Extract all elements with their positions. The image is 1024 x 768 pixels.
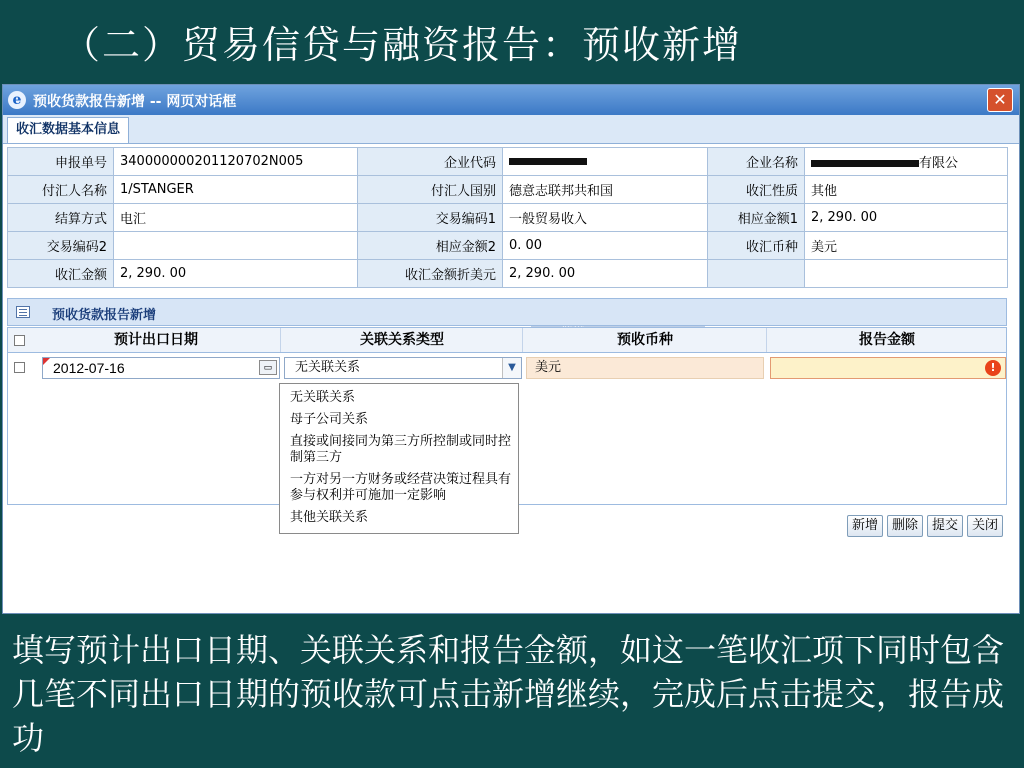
info-row	[8, 148, 1008, 176]
column-header: 预收币种	[524, 328, 767, 352]
currency-cell: 美元	[526, 357, 764, 379]
info-row	[8, 232, 1008, 260]
close-button[interactable]: 关闭	[967, 515, 1003, 537]
info-value: 2, 290. 00	[805, 204, 1008, 232]
info-label: 付汇人名称	[8, 176, 114, 204]
info-row	[8, 260, 1008, 288]
sub-section-title: 预收货款报告新增	[52, 308, 157, 323]
row-checkbox[interactable]	[14, 362, 25, 373]
info-label: 付汇人国别	[358, 176, 503, 204]
info-value: 美元	[805, 232, 1008, 260]
info-value	[805, 148, 1008, 176]
close-icon[interactable]: ✕	[987, 88, 1013, 112]
redaction-mark	[811, 160, 919, 167]
info-value	[114, 232, 358, 260]
relation-type-dropdown	[279, 383, 519, 534]
tab-basic-info[interactable]: 收汇数据基本信息	[7, 117, 129, 143]
company-name-suffix: 有限公	[919, 156, 959, 171]
sub-section-header	[7, 298, 1007, 326]
column-header: 报告金额	[859, 332, 915, 348]
action-button-bar	[843, 515, 1003, 537]
add-button[interactable]: 新增	[847, 515, 883, 537]
column-header: 预计出口日期	[32, 328, 281, 352]
delete-button[interactable]: 删除	[887, 515, 923, 537]
section-tab-bar	[3, 115, 1019, 144]
required-marker-icon	[43, 358, 50, 365]
info-label: 收汇金额	[8, 260, 114, 288]
error-icon: !	[985, 360, 1001, 376]
dropdown-option[interactable]: 直接或间接同为第三方所控制或同时控制第三方	[290, 434, 512, 465]
info-label	[708, 260, 805, 288]
info-value: 一般贸易收入	[503, 204, 708, 232]
info-label: 相应金额1	[708, 204, 805, 232]
info-label: 交易编码2	[8, 232, 114, 260]
dialog-titlebar	[3, 85, 1019, 115]
info-label: 收汇金额折美元	[358, 260, 503, 288]
info-value	[503, 148, 708, 176]
slide-title: （二）贸易信贷与融资报告：预收新增	[62, 23, 743, 67]
select-all-checkbox[interactable]	[14, 335, 25, 346]
info-value	[805, 260, 1008, 288]
info-value: 0. 00	[503, 232, 708, 260]
info-value: 340000000201120702N005	[114, 148, 358, 176]
list-icon	[16, 306, 30, 318]
export-date-value: 2012-07-16	[53, 360, 125, 376]
info-label: 相应金额2	[358, 232, 503, 260]
info-value: 电汇	[114, 204, 358, 232]
grid-header	[7, 327, 1007, 353]
chevron-down-icon[interactable]: ▼	[502, 358, 521, 378]
info-value: 2, 290. 00	[503, 260, 708, 288]
ie-icon: e	[8, 91, 26, 109]
slide-caption: 填写预计出口日期、关联关系和报告金额，如这一笔收汇项下同时包含几笔不同出口日期的预收款可点击新增继续，完成后点击提交，报告成功	[12, 631, 1005, 757]
info-row	[8, 204, 1008, 232]
info-label: 企业代码	[358, 148, 503, 176]
redaction-mark	[509, 158, 587, 165]
report-dialog	[2, 84, 1020, 614]
dropdown-option[interactable]: 其他关联关系	[290, 510, 369, 525]
info-label: 交易编码1	[358, 204, 503, 232]
column-header: 关联关系类型	[282, 328, 523, 352]
dropdown-option[interactable]: 母子公司关系	[290, 412, 369, 427]
info-label: 收汇币种	[708, 232, 805, 260]
submit-button[interactable]: 提交	[927, 515, 963, 537]
info-label: 收汇性质	[708, 176, 805, 204]
export-date-input[interactable]	[42, 357, 280, 379]
info-value: 2, 290. 00	[114, 260, 358, 288]
calendar-icon[interactable]: ▭	[259, 360, 277, 375]
relation-type-value: 无关联关系	[295, 360, 361, 375]
info-label: 结算方式	[8, 204, 114, 232]
info-value: 德意志联邦共和国	[503, 176, 708, 204]
report-amount-input[interactable]	[770, 357, 1006, 379]
info-row	[8, 176, 1008, 204]
dropdown-option[interactable]: 无关联关系	[290, 390, 356, 405]
relation-type-select[interactable]	[284, 357, 522, 379]
info-value: 1/STANGER	[114, 176, 358, 204]
info-label: 申报单号	[8, 148, 114, 176]
info-value: 其他	[805, 176, 1008, 204]
dialog-title: 预收货款报告新增 -- 网页对话框	[33, 94, 237, 110]
info-label: 企业名称	[708, 148, 805, 176]
dropdown-option[interactable]: 一方对另一方财务或经营决策过程具有参与权利并可施加一定影响	[290, 472, 512, 503]
basic-info-table	[7, 147, 1008, 288]
